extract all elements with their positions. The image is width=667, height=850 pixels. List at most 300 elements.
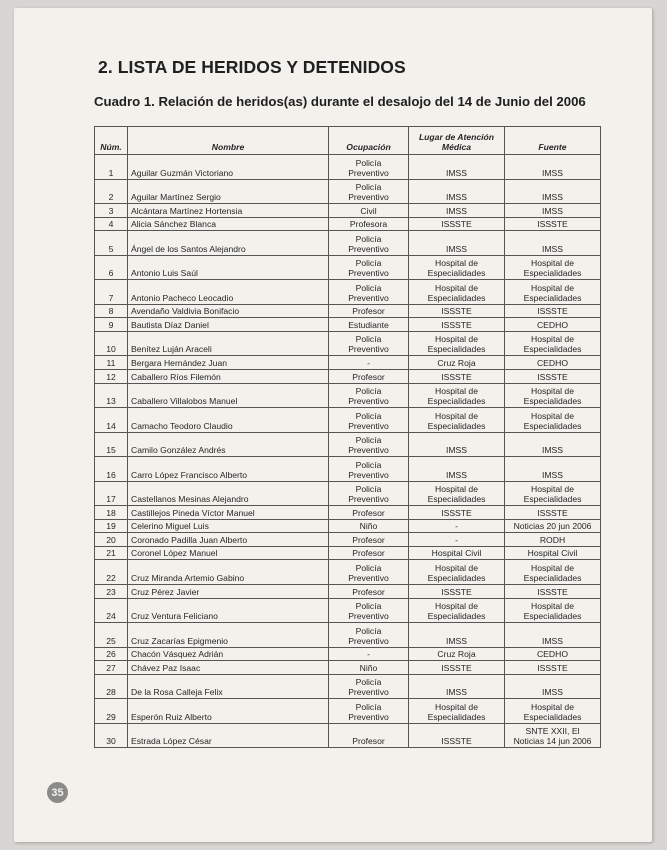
row-care-place-line: IMSS [445,192,467,202]
row-care-place [409,408,505,433]
row-source-line: Hospital de [531,701,574,712]
row-care-place [409,155,505,180]
row-occupation-line: Policía [355,601,382,612]
row-occupation-line: Profesor [352,736,385,747]
row-occupation [329,661,409,675]
row-source [505,584,601,598]
row-name: Aguilar Martínez Sergio [128,179,329,204]
row-source-line: Hospital de [531,386,574,397]
row-name: Cruz Pérez Javier [128,584,329,598]
row-care-place-line: Hospital de [435,258,478,269]
row-care-place-line: ISSSTE [441,371,472,382]
row-number: 3 [95,204,128,218]
row-name: Cruz Ventura Feliciano [128,598,329,623]
row-source-line: Especialidades [523,268,582,279]
row-occupation-line: Preventivo [348,344,389,355]
row-occupation [329,457,409,482]
row-care-place-line: Especialidades [427,611,486,622]
row-number: 5 [95,231,128,256]
row-care-place [409,533,505,547]
row-care-place-line: IMSS [445,205,467,216]
table-row [95,584,601,598]
row-source [505,674,601,699]
row-name: Alcántara Martínez Hortensia [128,204,329,218]
table-row [95,356,601,370]
row-name: Estrada López César [128,723,329,748]
row-source-line: Especialidades [523,572,582,583]
row-source-line: Hospital de [531,334,574,345]
row-number: 6 [95,255,128,280]
row-source [505,598,601,623]
row-source [505,217,601,231]
row-source-line: Hospital Civil [527,548,578,559]
row-care-place-line: ISSSTE [441,507,472,518]
row-name: De la Rosa Calleja Felix [128,674,329,699]
row-occupation [329,304,409,318]
row-source-line: Especialidades [523,711,582,722]
table-row [95,369,601,383]
table-row [95,647,601,661]
row-occupation-line: Policía [355,435,382,446]
row-source [505,723,601,748]
row-occupation-line: Policía [355,182,382,192]
row-occupation-line: Policía [355,677,382,688]
row-occupation-line: Policía [355,701,382,712]
row-care-place [409,304,505,318]
header-name: Nombre [128,127,329,155]
header-care-line2: Médica [441,142,472,152]
row-care-place [409,217,505,231]
row-care-place-line: ISSSTE [441,319,472,330]
row-occupation [329,560,409,585]
row-name: Castellanos Mesinas Alejandro [128,481,329,506]
row-occupation-line: Profesor [352,534,385,545]
row-source-line: IMSS [541,192,563,202]
row-occupation-line: Niño [359,521,378,532]
row-care-place-line: Hospital de [435,386,478,397]
row-source-line: ISSSTE [537,371,568,382]
table-row [95,204,601,218]
row-source-line: Hospital de [531,282,574,293]
row-occupation [329,723,409,748]
row-source [505,356,601,370]
table-row [95,331,601,356]
row-occupation-line: Preventivo [348,292,389,303]
row-source-line: Especialidades [523,344,582,355]
row-occupation [329,231,409,256]
row-name: Carro López Francisco Alberto [128,457,329,482]
row-source-line: IMSS [541,635,563,646]
row-name: Esperón Ruiz Alberto [128,699,329,724]
row-care-place [409,584,505,598]
row-occupation-line: Profesor [352,548,385,559]
row-source-line: Noticias 20 jun 2006 [513,521,592,532]
table-row [95,179,601,204]
row-care-place [409,356,505,370]
row-name: Aguilar Guzmán Victoriano [128,155,329,180]
row-occupation [329,506,409,520]
row-care-place [409,432,505,457]
row-care-place [409,647,505,661]
row-name: Chacón Vásquez Adrián [128,647,329,661]
row-occupation-line: Preventivo [348,494,389,505]
row-source-line: Especialidades [523,396,582,407]
row-name: Coronado Padilla Juan Alberto [128,533,329,547]
row-source-line: IMSS [541,243,563,254]
table-row [95,383,601,408]
row-care-place-line: Especialidades [427,292,486,303]
row-name: Caballero Villalobos Manuel [128,383,329,408]
row-care-place-line: IMSS [445,635,467,646]
row-name: Ángel de los Santos Alejandro [128,231,329,256]
table-header-row [95,127,601,155]
row-occupation-line: Policía [355,334,382,345]
row-occupation [329,699,409,724]
table-row [95,217,601,231]
row-number: 23 [95,584,128,598]
row-source-line: Hospital de [531,258,574,269]
row-occupation-line: Policía [355,562,382,573]
table-row [95,255,601,280]
row-source-line: Hospital de [531,484,574,495]
row-source [505,155,601,180]
row-occupation-line: Preventivo [348,396,389,407]
row-source [505,546,601,560]
row-care-place-line: Hospital de [435,410,478,421]
table-row [95,519,601,533]
table-row [95,699,601,724]
row-name: Antonio Pacheco Leocadio [128,280,329,305]
row-name: Coronel López Manuel [128,546,329,560]
header-num: Núm. [95,127,128,155]
row-occupation-line: Policía [355,233,382,244]
row-source-line: IMSS [541,167,563,178]
row-number: 19 [95,519,128,533]
row-number: 27 [95,661,128,675]
row-care-place-line: Especialidades [427,268,486,279]
row-care-place-line: Especialidades [427,344,486,355]
table-row [95,506,601,520]
row-source-line: CEDHO [536,357,569,368]
row-source-line: RODH [539,534,566,545]
row-source [505,369,601,383]
row-occupation-line: Civil [360,205,377,216]
row-name: Avendaño Valdivia Bonifacio [128,304,329,318]
row-care-place [409,674,505,699]
row-source-line: Hospital de [531,562,574,573]
row-number: 2 [95,179,128,204]
row-number: 25 [95,623,128,648]
table-row [95,457,601,482]
row-occupation [329,217,409,231]
row-care-place-line: Especialidades [427,420,486,431]
row-care-place-line: Especialidades [427,711,486,722]
row-care-place-line: Hospital Civil [431,548,482,559]
row-number: 12 [95,369,128,383]
row-source-line: CEDHO [536,649,569,660]
row-number: 28 [95,674,128,699]
row-source [505,204,601,218]
table-row [95,661,601,675]
table-row [95,280,601,305]
row-source [505,304,601,318]
row-care-place-line: IMSS [445,243,467,254]
row-care-place-line: Hospital de [435,334,478,345]
row-care-place-line: ISSSTE [441,662,472,673]
row-source-line: ISSSTE [537,586,568,597]
row-care-place-line: IMSS [445,687,467,698]
row-care-place [409,457,505,482]
row-number: 21 [95,546,128,560]
row-occupation [329,598,409,623]
row-source [505,481,601,506]
row-care-place [409,481,505,506]
table-caption: Cuadro 1. Relación de heridos(as) durante el desalojo del 14 de Junio del 2006 [94,94,586,109]
table-row [95,560,601,585]
row-number: 13 [95,383,128,408]
row-source-line: Noticias 14 jun 2006 [513,736,592,747]
injured-list-table [94,126,601,748]
row-number: 14 [95,408,128,433]
row-care-place-line: Especialidades [427,494,486,505]
row-occupation-line: Preventivo [348,192,389,202]
row-care-place-line: Hospital de [435,282,478,293]
row-source-line: IMSS [541,469,563,480]
row-care-place [409,723,505,748]
row-care-place [409,383,505,408]
header-occupation: Ocupación [329,127,409,155]
row-source [505,318,601,332]
row-care-place-line: ISSSTE [441,736,472,747]
row-number: 26 [95,647,128,661]
row-number: 17 [95,481,128,506]
row-occupation-line: Policía [355,410,382,421]
row-name: Bautista Díaz Daniel [128,318,329,332]
row-occupation [329,331,409,356]
row-occupation-line: Preventivo [348,611,389,622]
table-row [95,432,601,457]
header-source: Fuente [505,127,601,155]
row-care-place-line: Especialidades [427,572,486,583]
row-care-place-line: IMSS [445,445,467,456]
row-occupation [329,432,409,457]
row-number: 18 [95,506,128,520]
row-number: 29 [95,699,128,724]
row-occupation-line: Policía [355,157,382,168]
row-name: Alicia Sánchez Blanca [128,217,329,231]
row-care-place-line: Hospital de [435,562,478,573]
row-occupation [329,369,409,383]
row-care-place [409,318,505,332]
row-source [505,457,601,482]
row-occupation-line: Preventivo [348,469,389,480]
row-occupation [329,647,409,661]
section-heading: 2. LISTA DE HERIDOS Y DETENIDOS [98,57,406,77]
row-occupation-line: Policía [355,258,382,269]
row-source-line: ISSSTE [537,507,568,518]
row-number: 22 [95,560,128,585]
row-occupation-line: Preventivo [348,167,389,178]
row-name: Camacho Teodoro Claudio [128,408,329,433]
row-occupation [329,318,409,332]
row-occupation-line: Profesor [352,371,385,382]
row-source-line: Especialidades [523,494,582,505]
table-row [95,155,601,180]
row-occupation-line: Policía [355,386,382,397]
row-number: 15 [95,432,128,457]
row-occupation-line: Profesor [352,507,385,518]
row-care-place [409,255,505,280]
row-number: 24 [95,598,128,623]
row-name: Bergara Hernández Juan [128,356,329,370]
row-source [505,661,601,675]
row-number: 1 [95,155,128,180]
row-occupation [329,383,409,408]
row-occupation-line: Profesora [349,219,388,230]
row-care-place-line: ISSSTE [441,586,472,597]
row-occupation-line: Profesor [352,586,385,597]
page-number-badge: 35 [47,782,68,803]
row-occupation-line: - [367,649,370,660]
row-occupation-line: Preventivo [348,572,389,583]
row-occupation [329,155,409,180]
row-care-place [409,519,505,533]
row-number: 30 [95,723,128,748]
row-number: 4 [95,217,128,231]
row-occupation-line: Policía [355,282,382,293]
row-source [505,331,601,356]
table-row [95,674,601,699]
row-occupation [329,546,409,560]
row-occupation-line: Preventivo [348,687,389,698]
table-row [95,723,601,748]
row-occupation [329,481,409,506]
row-care-place [409,506,505,520]
row-occupation [329,533,409,547]
row-name: Celerino Miguel Luis [128,519,329,533]
table-row [95,533,601,547]
row-occupation [329,408,409,433]
row-occupation [329,255,409,280]
row-occupation-line: Policía [355,459,382,470]
row-source-line: Especialidades [523,420,582,431]
row-source-line: ISSSTE [537,219,568,230]
row-source-line: IMSS [541,445,563,456]
row-source [505,231,601,256]
row-occupation [329,280,409,305]
row-source-line: Hospital de [531,410,574,421]
row-occupation-line: Profesor [352,306,385,317]
row-source-line: Hospital de [531,601,574,612]
row-name: Chávez Paz Isaac [128,661,329,675]
row-care-place [409,231,505,256]
row-source-line: SNTE XXII, El [525,726,580,737]
row-care-place-line: - [455,521,458,532]
table-row [95,304,601,318]
row-number: 10 [95,331,128,356]
row-source [505,699,601,724]
row-number: 9 [95,318,128,332]
row-name: Caballero Ríos Filemón [128,369,329,383]
row-care-place-line: Hospital de [435,601,478,612]
row-source [505,408,601,433]
row-source [505,519,601,533]
row-occupation-line: Preventivo [348,635,389,646]
row-source [505,383,601,408]
row-occupation-line: Niño [359,662,378,673]
table-body [95,155,601,748]
row-care-place [409,369,505,383]
row-source-line: ISSSTE [537,306,568,317]
row-name: Benítez Luján Araceli [128,331,329,356]
row-care-place [409,331,505,356]
row-name: Castillejos Pineda Víctor Manuel [128,506,329,520]
table-row [95,546,601,560]
row-care-place [409,598,505,623]
row-occupation-line: Policía [355,484,382,495]
row-care-place-line: ISSSTE [441,306,472,317]
table-row [95,481,601,506]
row-occupation [329,356,409,370]
row-source [505,432,601,457]
row-care-place [409,623,505,648]
row-occupation-line: Policía [355,625,382,636]
row-source [505,179,601,204]
row-occupation [329,623,409,648]
header-care-line1: Lugar de Atención [418,132,495,142]
row-source [505,255,601,280]
table-row [95,231,601,256]
row-care-place [409,699,505,724]
row-occupation-line: Preventivo [348,243,389,254]
row-source-line: IMSS [541,205,563,216]
row-care-place [409,280,505,305]
row-occupation [329,204,409,218]
row-occupation [329,584,409,598]
row-number: 16 [95,457,128,482]
row-care-place-line: IMSS [445,167,467,178]
row-care-place-line: ISSSTE [441,219,472,230]
table-row [95,318,601,332]
header-care-place [409,127,505,155]
row-number: 7 [95,280,128,305]
row-occupation [329,179,409,204]
row-source-line: CEDHO [536,319,569,330]
row-care-place [409,661,505,675]
row-occupation [329,519,409,533]
document-page [14,8,652,842]
row-source [505,647,601,661]
row-care-place [409,204,505,218]
row-care-place-line: Especialidades [427,396,486,407]
row-occupation-line: Estudiante [348,319,389,330]
table-row [95,623,601,648]
row-source [505,533,601,547]
row-source-line: IMSS [541,687,563,698]
row-number: 11 [95,356,128,370]
row-care-place-line: Cruz Roja [437,649,476,660]
row-occupation-line: Preventivo [348,420,389,431]
row-occupation-line: Preventivo [348,445,389,456]
row-care-place [409,560,505,585]
row-occupation-line: - [367,357,370,368]
row-occupation [329,674,409,699]
row-source-line: Especialidades [523,292,582,303]
table-row [95,598,601,623]
row-source-line: Especialidades [523,611,582,622]
table-row [95,408,601,433]
row-source [505,280,601,305]
